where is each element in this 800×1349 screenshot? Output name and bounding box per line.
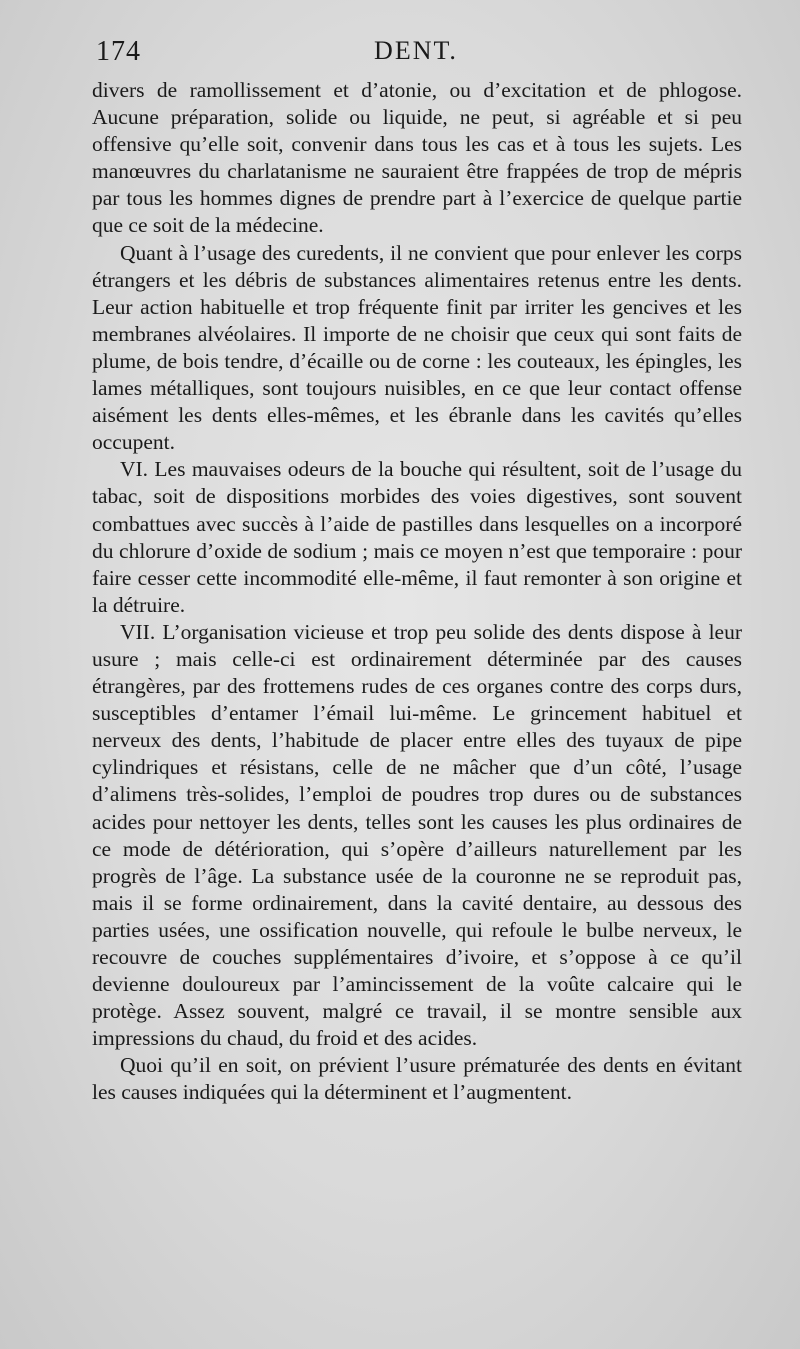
paragraph-section-vi: VI. Les mauvaises odeurs de la bouche qui résultent, soit de l’usage du tabac, soit de dispositions morbides des voies digestives, sont souvent combattues avec succès à l’aide de pastilles dans lesquelles on a incorporé du chlorure d’oxide de sodium ; mais ce moyen n’est que temporaire : pour faire cesser cette incommodité elle-même, il faut remonter à son origine et la détruire. bbox=[92, 457, 742, 617]
page-number: 174 bbox=[96, 36, 141, 67]
paragraph-prevention: Quoi qu’il en soit, on prévient l’usure prématurée des dents en évitant les causes indiquées qui la déterminent et l’augmentent. bbox=[92, 1053, 742, 1105]
running-head: DENT. bbox=[374, 36, 458, 65]
paragraph-continuation: divers de ramollissement et d’atonie, ou d’excitation et de phlogose. Aucune préparation, solide ou liquide, ne peut, si agréable et si peu offensive qu’elle soit, convenir dans tous les cas et à tous les sujets. Les manœuvres du charlatanisme ne sauraient être frappées de trop de mépris par tous les hommes dignes de prendre part à l’exercice de quelque partie que ce soit de la médecine. bbox=[92, 78, 742, 238]
page-header bbox=[90, 30, 742, 70]
body-text bbox=[92, 77, 742, 1107]
paragraph-section-vii: VII. L’organisation vicieuse et trop peu solide des dents dispose à leur usure ; mais celle-ci est ordinairement déterminée par des causes étrangères, par des frottemens rudes de ces organes contre des corps durs, susceptibles d’entamer l’émail lui-même. Le grincement habituel et nerveux des dents, l’habitude de placer entre elles des tuyaux de pipe cylindriques et résistans, celle de ne mâcher que d’un côté, l’usage d’alimens très-solides, l’emploi de poudres trop dures ou de substances acides pour nettoyer les dents, telles sont les causes les plus ordinaires de ce mode de détérioration, qui s’opère d’ailleurs naturellement par les progrès de l’âge. La substance usée de la couronne ne se reproduit pas, mais il se forme ordinairement, dans la cavité dentaire, au dessous des parties usées, une ossification nouvelle, qui refoule le bulbe nerveux, le recouvre de couches supplémentaires d’ivoire, et s’oppose à ce qu’il devienne douloureux par l’amincissement de la voûte calcaire qui le protège. Assez souvent, malgré ce travail, il se montre sensible aux impressions du chaud, du froid et des acides. bbox=[92, 619, 742, 1051]
paragraph-curedents: Quant à l’usage des curedents, il ne convient que pour enlever les corps étrangers et les débris de substances alimentaires retenus entre les dents. Leur action habituelle et trop fréquente finit par irriter les gencives et les membranes alvéolaires. Il importe de ne choisir que ceux qui sont faits de plume, de bois tendre, d’écaille ou de corne : les couteaux, les épingles, les lames métalliques, sont toujours nuisibles, en ce que leur contact offense aisément les dents elles-mêmes, et les ébranle dans les cavités qu’elles occupent. bbox=[92, 240, 742, 455]
